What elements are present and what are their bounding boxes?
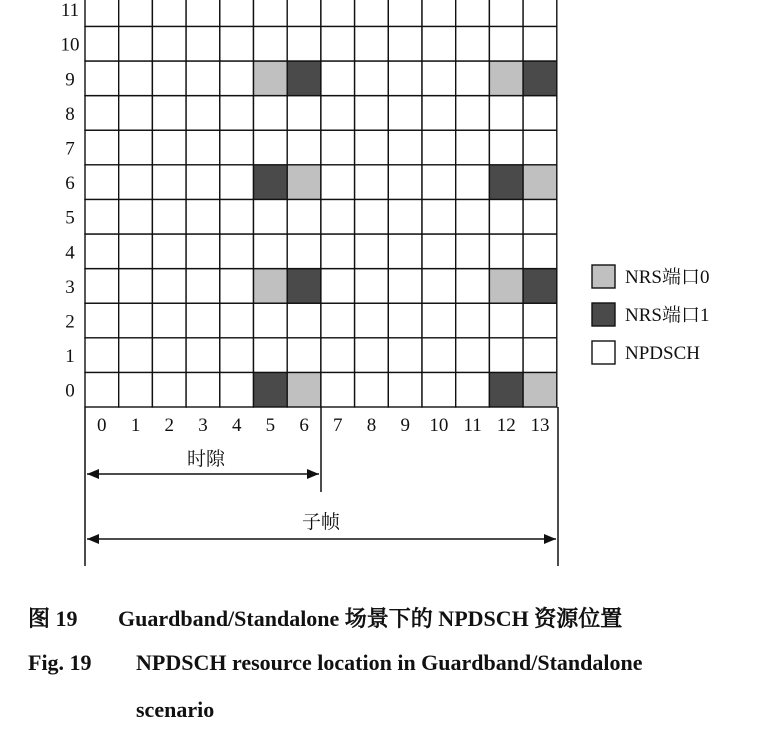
legend <box>592 265 709 364</box>
grid-cell-npdsch <box>287 26 321 61</box>
caption-chinese <box>28 602 622 633</box>
grid-cell-npdsch <box>422 96 456 131</box>
caption-english-continued: scenario <box>136 697 215 722</box>
grid-cell-npdsch <box>254 0 288 26</box>
grid-cell-npdsch <box>287 338 321 373</box>
grid-cell-nrs0 <box>489 269 523 304</box>
grid-cell-npdsch <box>186 130 220 165</box>
caption-cn-text: Guardband/Standalone 场景下的 NPDSCH 资源位置 <box>118 606 623 631</box>
grid-cell-npdsch <box>152 372 186 407</box>
grid-cell-npdsch <box>220 303 254 338</box>
grid-cell-npdsch <box>456 338 490 373</box>
grid-cell-npdsch <box>254 96 288 131</box>
x-tick-label: 2 <box>164 415 175 436</box>
grid-cell-npdsch <box>523 338 557 373</box>
grid-cell-npdsch <box>456 269 490 304</box>
grid-cell-npdsch <box>254 199 288 234</box>
grid-cell-npdsch <box>388 0 422 26</box>
grid-cell-npdsch <box>422 372 456 407</box>
grid-cell-nrs1 <box>287 269 321 304</box>
grid-cell-npdsch <box>388 338 422 373</box>
x-tick-label: 1 <box>130 415 141 436</box>
grid-cell-npdsch <box>254 26 288 61</box>
grid-cell-npdsch <box>186 269 220 304</box>
grid-cell-npdsch <box>287 234 321 269</box>
grid-cell-npdsch <box>85 26 119 61</box>
subframe-label: 子帧 <box>301 511 341 533</box>
x-tick-label: 9 <box>400 415 410 436</box>
y-axis-labels <box>61 0 80 402</box>
grid-cell-npdsch <box>254 130 288 165</box>
grid-cell-npdsch <box>422 199 456 234</box>
grid-cell-npdsch <box>186 234 220 269</box>
grid-cell-nrs1 <box>254 165 288 200</box>
grid-cell-npdsch <box>220 372 254 407</box>
grid-cell-npdsch <box>489 26 523 61</box>
grid-cell-npdsch <box>456 26 490 61</box>
grid-cell-npdsch <box>456 234 490 269</box>
grid-cell-npdsch <box>422 26 456 61</box>
grid-cell-npdsch <box>85 303 119 338</box>
grid-cell-npdsch <box>355 0 389 26</box>
legend-label-nrs0: NRS端口0 <box>625 267 710 288</box>
grid-cell-npdsch <box>119 96 153 131</box>
grid-cell-npdsch <box>119 269 153 304</box>
grid-cell-npdsch <box>523 234 557 269</box>
grid-cell-npdsch <box>523 26 557 61</box>
grid-cell-npdsch <box>456 372 490 407</box>
grid-cell-npdsch <box>220 269 254 304</box>
grid-cell-npdsch <box>422 0 456 26</box>
grid-cell-npdsch <box>321 165 355 200</box>
y-tick-label: 4 <box>65 242 75 264</box>
grid-cell-npdsch <box>119 372 153 407</box>
grid-cell-npdsch <box>388 26 422 61</box>
grid-cell-npdsch <box>456 130 490 165</box>
x-axis-labels <box>97 415 549 436</box>
grid-cell-npdsch <box>456 96 490 131</box>
grid-cell-npdsch <box>355 199 389 234</box>
grid-cell-nrs0 <box>254 269 288 304</box>
legend-label-npdsch: NPDSCH <box>625 343 700 364</box>
caption-cn-label: 图 19 <box>28 606 78 631</box>
grid-cell-npdsch <box>523 96 557 131</box>
caption-en-label: Fig. 19 <box>28 650 92 675</box>
x-tick-label: 11 <box>463 415 482 436</box>
grid-cell-npdsch <box>355 269 389 304</box>
grid-cell-npdsch <box>254 338 288 373</box>
grid-cell-npdsch <box>220 26 254 61</box>
grid-cell-npdsch <box>85 0 119 26</box>
grid-cell-npdsch <box>152 165 186 200</box>
grid-cell-npdsch <box>119 61 153 96</box>
grid-cell-npdsch <box>489 199 523 234</box>
grid-cell-npdsch <box>489 96 523 131</box>
grid-cell-npdsch <box>220 199 254 234</box>
grid-cell-npdsch <box>456 165 490 200</box>
grid-cell-nrs1 <box>254 372 288 407</box>
grid-cell-npdsch <box>388 165 422 200</box>
grid-cell-npdsch <box>321 0 355 26</box>
grid-cell-nrs0 <box>523 165 557 200</box>
grid-cell-npdsch <box>186 338 220 373</box>
grid-cell-npdsch <box>287 130 321 165</box>
grid-cell-npdsch <box>220 165 254 200</box>
grid-cell-nrs0 <box>254 61 288 96</box>
grid-cell-npdsch <box>355 130 389 165</box>
grid-cell-npdsch <box>523 303 557 338</box>
grid-cell-npdsch <box>220 338 254 373</box>
grid-cell-npdsch <box>422 338 456 373</box>
grid-cell-nrs0 <box>489 61 523 96</box>
grid-cell-npdsch <box>152 61 186 96</box>
legend-swatch-npdsch <box>592 341 615 364</box>
grid-cell-nrs0 <box>523 372 557 407</box>
grid-cell-npdsch <box>85 96 119 131</box>
grid-cell-npdsch <box>152 269 186 304</box>
grid-cell-npdsch <box>287 303 321 338</box>
grid-cell-npdsch <box>152 303 186 338</box>
y-tick-label: 10 <box>60 34 80 56</box>
grid-cell-npdsch <box>355 338 389 373</box>
grid-cell-nrs1 <box>523 269 557 304</box>
legend-label-nrs1: NRS端口1 <box>625 305 710 326</box>
x-tick-label: 4 <box>231 415 242 436</box>
grid-cell-npdsch <box>119 26 153 61</box>
grid-cell-npdsch <box>489 303 523 338</box>
grid-cell-npdsch <box>355 26 389 61</box>
y-tick-label: 5 <box>65 207 75 229</box>
grid-cell-npdsch <box>321 234 355 269</box>
x-tick-label: 12 <box>496 415 516 436</box>
y-tick-label: 0 <box>65 380 75 402</box>
y-tick-label: 9 <box>65 69 75 91</box>
grid-cell-npdsch <box>355 96 389 131</box>
x-tick-label: 10 <box>429 415 449 436</box>
grid-cell-nrs1 <box>287 61 321 96</box>
x-tick-label: 7 <box>333 415 343 436</box>
x-tick-label: 3 <box>198 415 208 436</box>
grid-cell-npdsch <box>119 234 153 269</box>
x-tick-label: 0 <box>97 415 107 436</box>
grid-cell-npdsch <box>422 234 456 269</box>
grid-cell-npdsch <box>355 61 389 96</box>
y-tick-label: 2 <box>65 311 75 333</box>
grid-cell-npdsch <box>355 165 389 200</box>
grid-cell-npdsch <box>186 165 220 200</box>
grid-cell-npdsch <box>388 130 422 165</box>
slot-label: 时隙 <box>186 448 226 470</box>
grid-cell-npdsch <box>119 0 153 26</box>
caption-english <box>28 650 642 676</box>
x-tick-label: 13 <box>530 415 550 436</box>
y-tick-label: 8 <box>65 103 75 125</box>
grid-cell-npdsch <box>119 165 153 200</box>
grid-cell-npdsch <box>186 303 220 338</box>
grid-cell-npdsch <box>85 199 119 234</box>
grid-cell-nrs1 <box>489 165 523 200</box>
grid-cell-npdsch <box>287 0 321 26</box>
grid-cell-npdsch <box>388 61 422 96</box>
grid-cell-npdsch <box>186 96 220 131</box>
grid-cell-npdsch <box>220 130 254 165</box>
grid-cell-npdsch <box>321 61 355 96</box>
grid-cell-npdsch <box>85 372 119 407</box>
grid-cell-npdsch <box>220 61 254 96</box>
grid-cell-npdsch <box>186 61 220 96</box>
grid-cell-npdsch <box>220 0 254 26</box>
grid-cell-nrs0 <box>287 165 321 200</box>
grid-cell-npdsch <box>152 26 186 61</box>
grid-cell-npdsch <box>152 199 186 234</box>
grid-cell-npdsch <box>321 269 355 304</box>
grid-cells <box>85 0 557 407</box>
grid-cell-npdsch <box>152 338 186 373</box>
grid-cell-npdsch <box>186 199 220 234</box>
grid-cell-npdsch <box>489 338 523 373</box>
grid-cell-npdsch <box>422 269 456 304</box>
grid-cell-npdsch <box>119 130 153 165</box>
grid-cell-npdsch <box>388 269 422 304</box>
grid-cell-npdsch <box>152 130 186 165</box>
y-tick-label: 1 <box>65 346 75 368</box>
grid-cell-npdsch <box>523 0 557 26</box>
grid-cell-npdsch <box>422 165 456 200</box>
grid-cell-npdsch <box>388 199 422 234</box>
grid-cell-npdsch <box>119 338 153 373</box>
grid-cell-npdsch <box>422 130 456 165</box>
grid-cell-npdsch <box>287 96 321 131</box>
grid-cell-npdsch <box>119 303 153 338</box>
grid-cell-nrs1 <box>523 61 557 96</box>
grid-cell-npdsch <box>287 199 321 234</box>
grid-cell-npdsch <box>523 199 557 234</box>
grid-cell-npdsch <box>220 234 254 269</box>
x-tick-label: 6 <box>299 415 309 436</box>
grid-cell-npdsch <box>186 0 220 26</box>
grid-cell-npdsch <box>186 26 220 61</box>
grid-cell-npdsch <box>422 61 456 96</box>
grid-cell-npdsch <box>456 199 490 234</box>
grid-cell-npdsch <box>388 234 422 269</box>
grid-cell-npdsch <box>152 234 186 269</box>
grid-cell-npdsch <box>85 269 119 304</box>
grid-cell-nrs1 <box>489 372 523 407</box>
grid-cell-npdsch <box>186 372 220 407</box>
grid-cell-npdsch <box>456 0 490 26</box>
grid-cell-npdsch <box>489 0 523 26</box>
grid-cell-npdsch <box>152 96 186 131</box>
grid-cell-npdsch <box>321 130 355 165</box>
grid-cell-npdsch <box>321 303 355 338</box>
grid-cell-npdsch <box>321 26 355 61</box>
legend-swatch-nrs1 <box>592 303 615 326</box>
grid-cell-npdsch <box>456 61 490 96</box>
grid-cell-npdsch <box>85 61 119 96</box>
grid-cell-npdsch <box>85 130 119 165</box>
y-tick-label: 7 <box>65 138 75 160</box>
grid-cell-npdsch <box>119 199 153 234</box>
x-tick-label: 5 <box>265 415 276 436</box>
grid-cell-npdsch <box>388 303 422 338</box>
grid-cell-npdsch <box>321 199 355 234</box>
grid-cell-npdsch <box>456 303 490 338</box>
grid-cell-npdsch <box>220 96 254 131</box>
grid-cell-npdsch <box>254 303 288 338</box>
caption-en-text: NPDSCH resource location in Guardband/Standalone <box>136 650 643 675</box>
y-tick-label: 6 <box>65 173 75 195</box>
grid-cell-npdsch <box>85 234 119 269</box>
grid-cell-npdsch <box>152 0 186 26</box>
grid-cell-npdsch <box>355 372 389 407</box>
legend-swatch-nrs0 <box>592 265 615 288</box>
y-tick-label: 11 <box>60 0 80 22</box>
grid-cell-nrs0 <box>287 372 321 407</box>
grid-cell-npdsch <box>388 96 422 131</box>
grid-cell-npdsch <box>321 338 355 373</box>
grid-cell-npdsch <box>254 234 288 269</box>
grid-cell-npdsch <box>422 303 456 338</box>
grid-cell-npdsch <box>489 130 523 165</box>
grid-cell-npdsch <box>321 372 355 407</box>
grid-cell-npdsch <box>321 96 355 131</box>
grid-cell-npdsch <box>355 303 389 338</box>
x-tick-label: 8 <box>366 415 377 436</box>
grid-cell-npdsch <box>85 338 119 373</box>
grid-cell-npdsch <box>523 130 557 165</box>
grid-cell-npdsch <box>489 234 523 269</box>
y-tick-label: 3 <box>65 276 75 298</box>
grid-cell-npdsch <box>355 234 389 269</box>
grid-cell-npdsch <box>85 165 119 200</box>
grid-cell-npdsch <box>388 372 422 407</box>
